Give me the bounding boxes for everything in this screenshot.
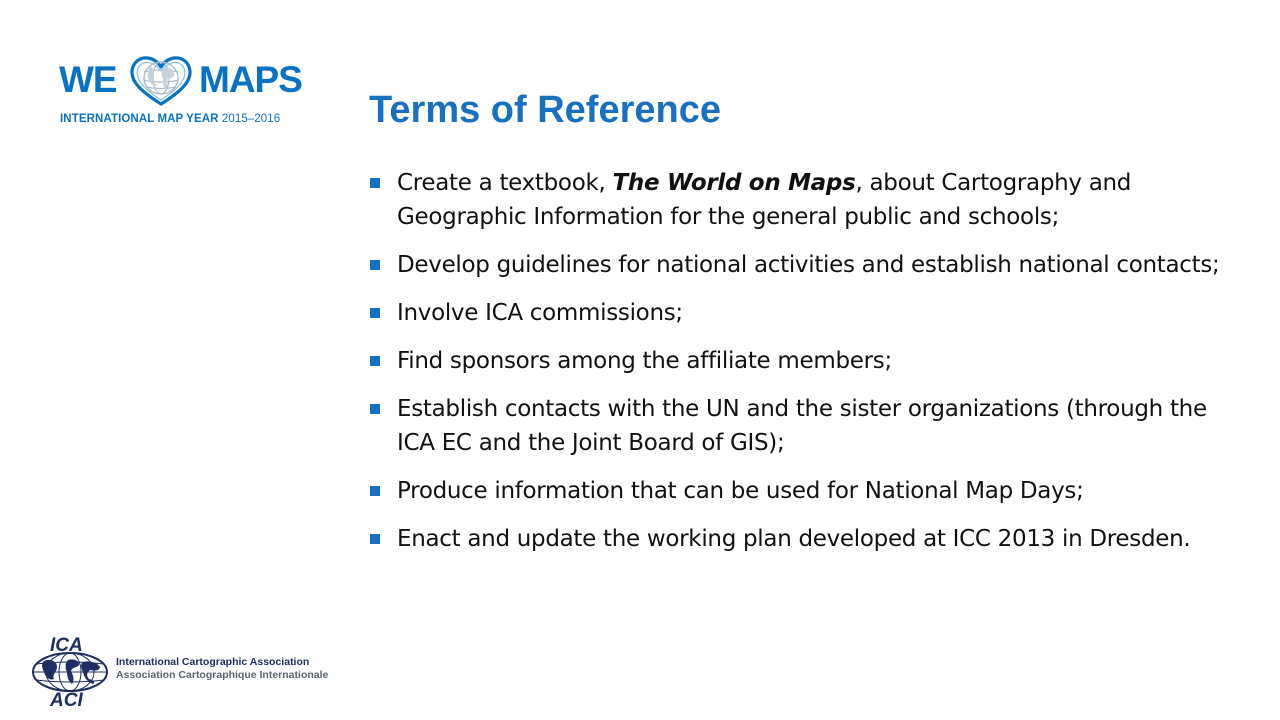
bullet-text-before: Create a textbook,: [397, 170, 613, 196]
square-bullet-icon: [370, 404, 380, 414]
bullet-item: [368, 344, 1238, 378]
terms-bullet-list: [368, 166, 1238, 570]
we-maps-logo: [58, 56, 310, 132]
bullet-text: Produce information that can be used for National Map Days;: [397, 478, 1084, 504]
ica-globe-icon: [30, 634, 112, 710]
bullet-text: Establish contacts with the UN and the sister organizations (through the ICA EC and the Joint Board of GIS);: [397, 396, 1207, 456]
square-bullet-icon: [370, 534, 380, 544]
bullet-item: [368, 474, 1238, 508]
square-bullet-icon: [370, 356, 380, 366]
book-title: The World on Maps: [612, 170, 856, 196]
ica-name-fr: Association Cartographique Internationale: [116, 669, 329, 681]
heart-globe-icon: [128, 56, 194, 106]
bullet-text: Develop guidelines for national activities and establish national contacts;: [397, 252, 1220, 278]
bullet-item: [368, 296, 1238, 330]
bullet-text: Enact and update the working plan developed at ICC 2013 in Dresden.: [397, 526, 1191, 552]
bullet-text: Find sponsors among the affiliate members;: [397, 348, 892, 374]
bullet-item: [368, 248, 1238, 282]
slide-title: Terms of Reference: [369, 89, 721, 131]
logo-tagline: [60, 113, 280, 125]
bullet-text-after: , about Cartography and Geographic Information for the general public and schools;: [397, 170, 1132, 230]
bullet-item: [368, 392, 1238, 460]
bullet-text: Involve ICA commissions;: [397, 300, 683, 326]
square-bullet-icon: [370, 308, 380, 318]
ica-name-en: International Cartographic Association: [116, 656, 310, 668]
logo-tagline-main: INTERNATIONAL MAP YEAR: [60, 113, 219, 125]
square-bullet-icon: [370, 260, 380, 270]
ica-acronym-top: ICA: [50, 635, 83, 656]
logo-word-maps: MAPS: [199, 59, 302, 100]
square-bullet-icon: [370, 486, 380, 496]
bullet-item: [368, 166, 1238, 234]
ica-acronym-bottom: ACI: [50, 690, 83, 710]
logo-word-we: WE: [59, 59, 117, 100]
ica-logo: [30, 634, 340, 710]
bullet-item: [368, 522, 1238, 556]
square-bullet-icon: [370, 178, 380, 188]
logo-tagline-years: 2015–2016: [221, 113, 281, 125]
